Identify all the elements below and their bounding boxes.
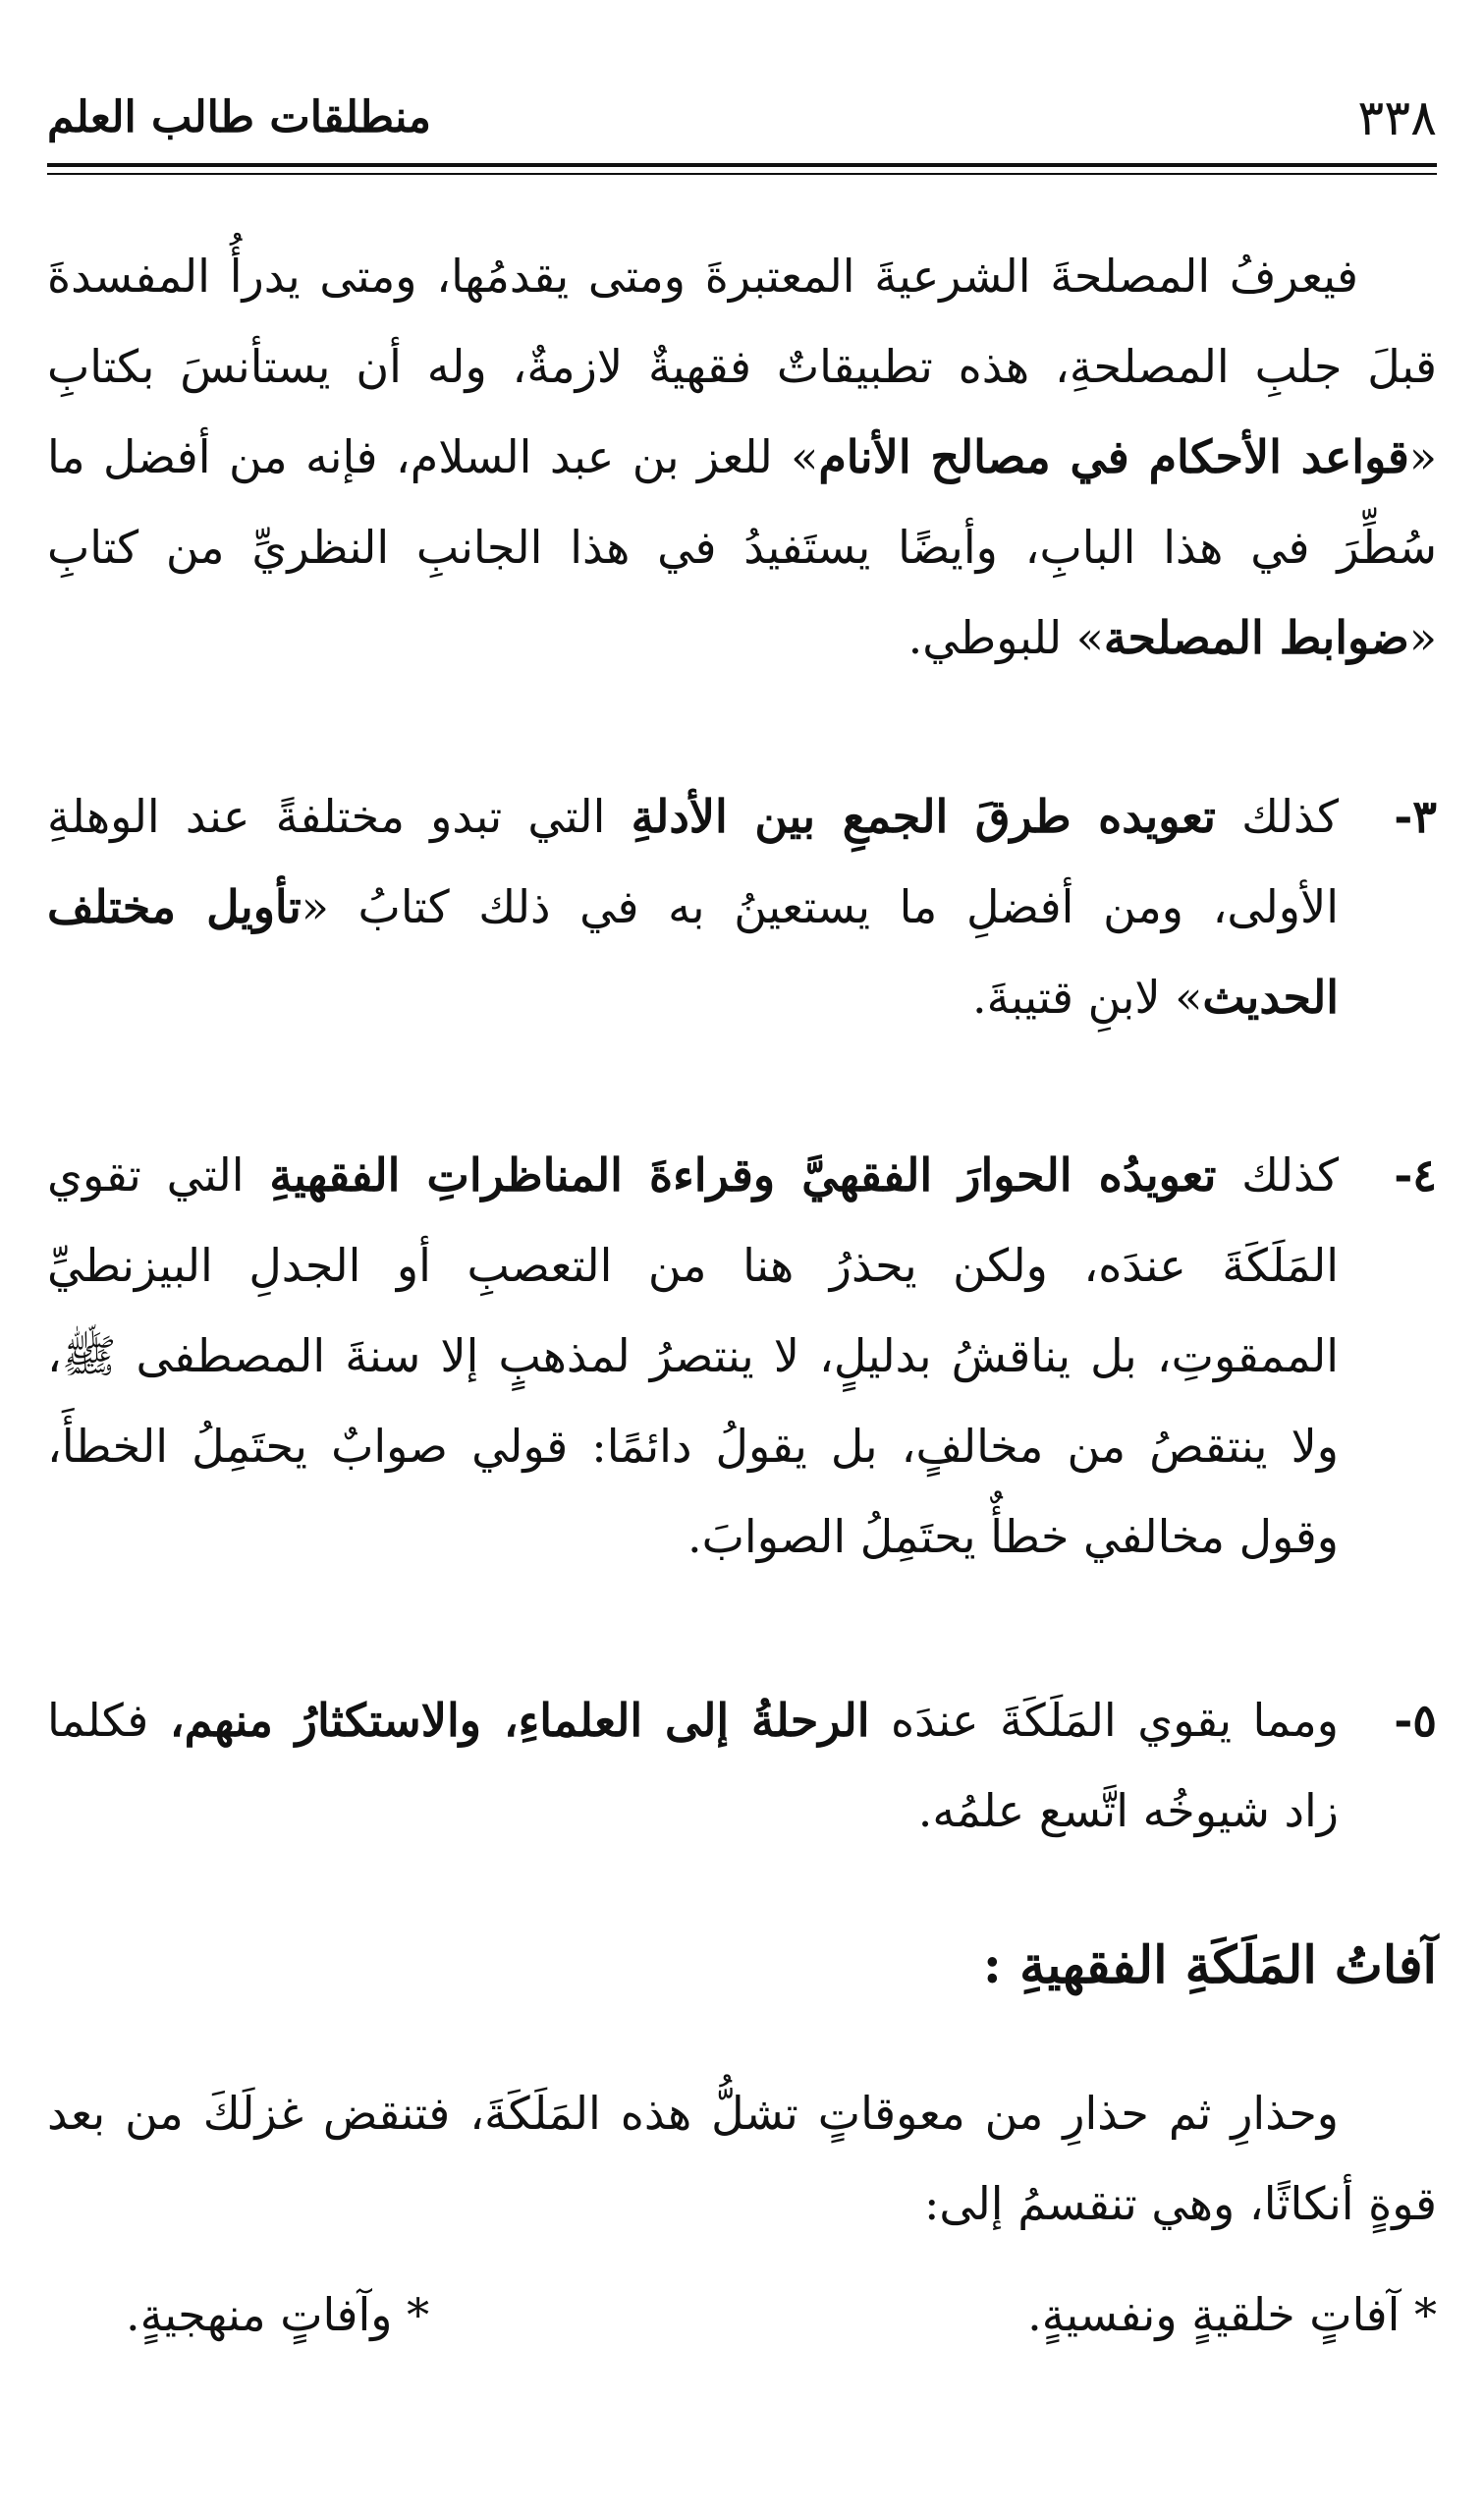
bullet-list	[47, 2269, 1437, 2360]
item-text: كذلك	[1215, 790, 1340, 843]
item-emphasis: تعويدُه الحوارَ الفقهيَّ وقراءةَ المناظراتِ الفقهيةِ	[269, 1148, 1217, 1202]
bullet-item: * وآفاتٍ منهجيةٍ.	[126, 2288, 430, 2341]
list-item-4	[47, 1130, 1437, 1582]
item-text: كذلك	[1216, 1148, 1339, 1202]
book-title-dawabit: ضوابط المصلحة	[1103, 611, 1409, 664]
paragraph-text: » للعز بن عبد السلام، فإنه من أفضل ما سُطِّرَ في هذا البابِ، وأيضًا يستَفيدُ في هذا الجانبِ النظريِّ من كتابِ «	[47, 430, 1437, 664]
page-header	[47, 77, 1437, 159]
item-number: ٥-	[1394, 1694, 1437, 1747]
running-title: منطلقات طالب العلم	[47, 92, 431, 142]
header-rule-thick	[47, 163, 1437, 167]
book-title-qawaid: قواعد الأحكام في مصالح الأنام	[818, 430, 1409, 483]
item-text: » لابنِ قتيبةَ.	[972, 971, 1203, 1024]
list-item-3	[47, 771, 1437, 1042]
bullet-item: * آفاتٍ خلقيةٍ ونفسيةٍ.	[1027, 2288, 1437, 2341]
book-page	[47, 0, 1437, 2516]
header-rule-thin	[47, 173, 1437, 175]
page-number: ٣٣٨	[1357, 89, 1437, 146]
paragraph-text: فيعرفُ المصلحةَ الشرعيةَ المعتبرةَ ومتى يقدمُها، ومتى يدرأُ المفسدةَ قبلَ جلبِ المصلحةِ، هذه تطبيقاتٌ فقهيةٌ لازمةٌ، وله أن يستأنسَ بكتابِ «	[47, 250, 1437, 483]
item-body	[47, 771, 1339, 1042]
item-number: ٤-	[1394, 1148, 1437, 1202]
section-heading: آفاتُ المَلَكَةِ الفقهيةِ :	[982, 1935, 1437, 1995]
book-title-tawil: تأويل مختلف الحديث	[47, 880, 1339, 1024]
paragraph-afat: وحذارِ ثم حذارِ من معوقاتٍ تشلُّ هذه المَلَكَةَ، فتنقض غزلَكَ من بعد قوةٍ أنكاثًا، وهي تنقسمُ إلى:	[47, 2087, 1437, 2230]
paragraph-text: » للبوطي.	[907, 611, 1104, 664]
paragraph-intro	[47, 231, 1437, 683]
item-text: التي تقوي المَلَكَةَ عندَه، ولكن يحذرُ هنا من التعصبِ أو الجدلِ البيزنطيِّ الممقوتِ، بل يناقشُ بدليلٍ، لا ينتصرُ لمذهبٍ إلا سنةَ المصطفى ﷺ، ولا ينتقصُ من مخالفٍ، بل يقولُ دائمًا: قولي صوابٌ يحتَمِلُ الخطأَ، وقول مخالفي خطأٌ يحتَمِلُ الصوابَ.	[47, 1148, 1339, 1563]
list-item-5	[47, 1675, 1437, 1856]
item-text: التي تبدو مختلفةً عند الوهلةِ الأولى، ومن أفضلِ ما يستعينُ به في ذلك كتابُ «	[47, 790, 1340, 933]
item-body	[47, 1130, 1339, 1582]
item-text: فكلما زاد شيوخُه اتَّسع علمُه.	[47, 1694, 1339, 1837]
item-number: ٣-	[1394, 790, 1437, 843]
item-emphasis: تعويده طرقَ الجمعِ بين الأدلةِ	[631, 790, 1216, 843]
item-text: ومما يقوي المَلَكَةَ عندَه	[869, 1694, 1339, 1747]
item-body	[47, 1675, 1339, 1856]
item-emphasis: الرحلةُ إلى العلماءِ، والاستكثارُ منهم،	[169, 1694, 870, 1747]
